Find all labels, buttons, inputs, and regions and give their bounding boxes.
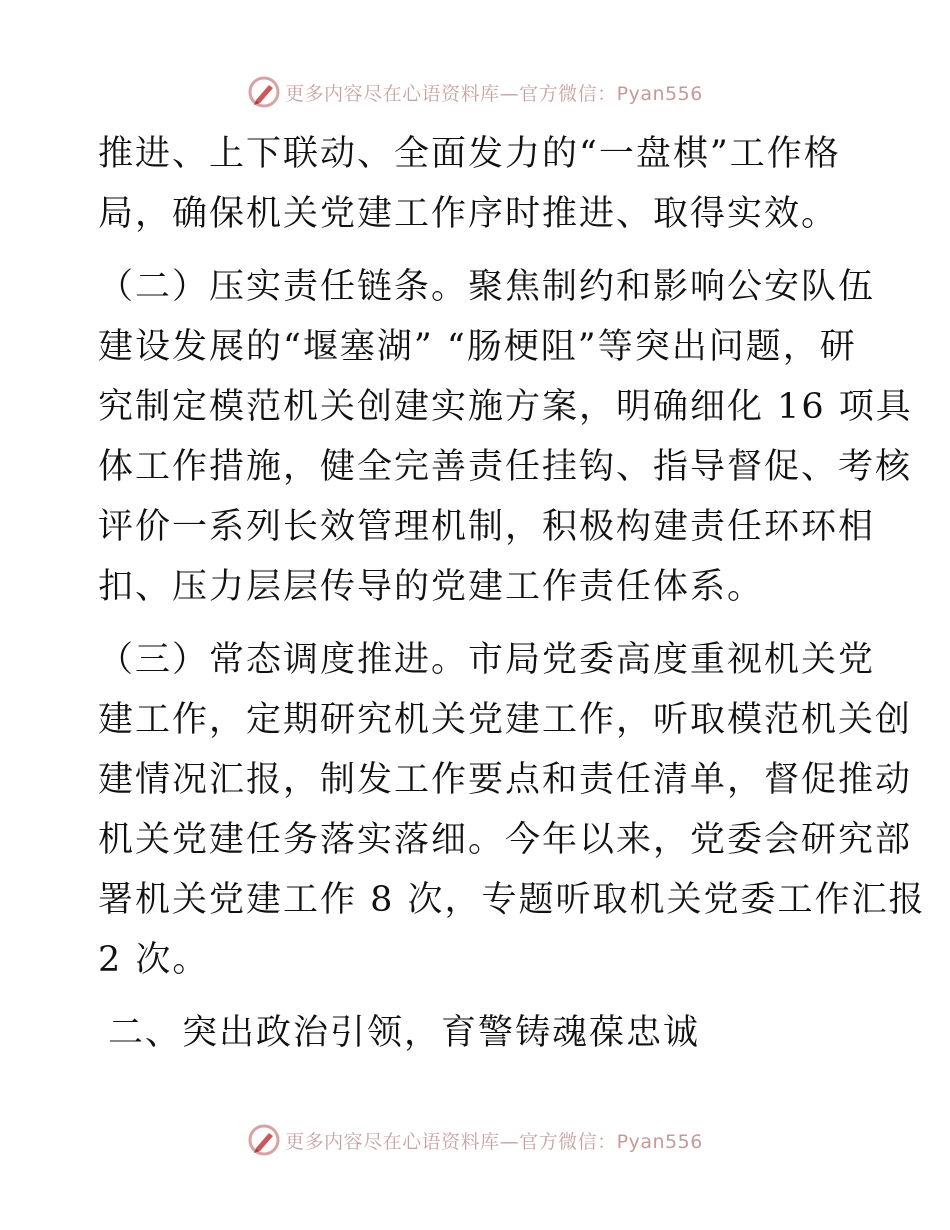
paragraph-3 bbox=[98, 630, 926, 990]
watermark-text: 更多内容尽在心语资料库—官方微信：Pyan556 bbox=[285, 82, 703, 105]
text-line: 建工作，定期研究机关党建工作，听取模范机关创 bbox=[98, 700, 913, 740]
text-line: 体工作措施，健全完善责任挂钩、指导督促、考核 bbox=[98, 447, 913, 487]
watermark-text: 更多内容尽在心语资料库—官方微信：Pyan556 bbox=[285, 1130, 703, 1153]
text-line: 推进、上下联动、全面发力的“一盘棋”工作格 bbox=[98, 134, 841, 174]
document-body bbox=[98, 124, 926, 1063]
paragraph-2 bbox=[98, 257, 913, 617]
text-line: 局，确保机关党建工作序时推进、取得实效。 bbox=[98, 194, 839, 234]
pen-logo-icon bbox=[247, 75, 281, 109]
text-line: 署机关党建工作 8 次，专题听取机关党委工作汇报 bbox=[98, 880, 926, 920]
text-line: （三）常态调度推进。市局党委高度重视机关党 bbox=[98, 640, 876, 680]
paragraph-1 bbox=[98, 124, 858, 244]
pen-logo-icon bbox=[247, 1123, 281, 1157]
text-line: 建设发展的“堰塞湖” “肠梗阻”等突出问题，研 bbox=[98, 327, 857, 367]
text-line: 扣、压力层层传导的党建工作责任体系。 bbox=[98, 567, 765, 607]
watermark-header bbox=[0, 72, 950, 112]
watermark-footer bbox=[0, 1120, 950, 1160]
text-line: 究制定模范机关创建实施方案，明确细化 16 项具 bbox=[98, 387, 913, 427]
text-line: 2 次。 bbox=[98, 940, 210, 980]
text-line: （二）压实责任链条。聚焦制约和影响公安队伍 bbox=[98, 267, 876, 307]
text-line: 建情况汇报，制发工作要点和责任清单，督促推动 bbox=[98, 760, 913, 800]
section-heading: 二、突出政治引领，育警铸魂葆忠诚 bbox=[108, 1013, 701, 1053]
text-line: 评价一系列长效管理机制，积极构建责任环环相 bbox=[98, 507, 876, 547]
text-line: 机关党建任务落实落细。今年以来，党委会研究部 bbox=[98, 820, 913, 860]
